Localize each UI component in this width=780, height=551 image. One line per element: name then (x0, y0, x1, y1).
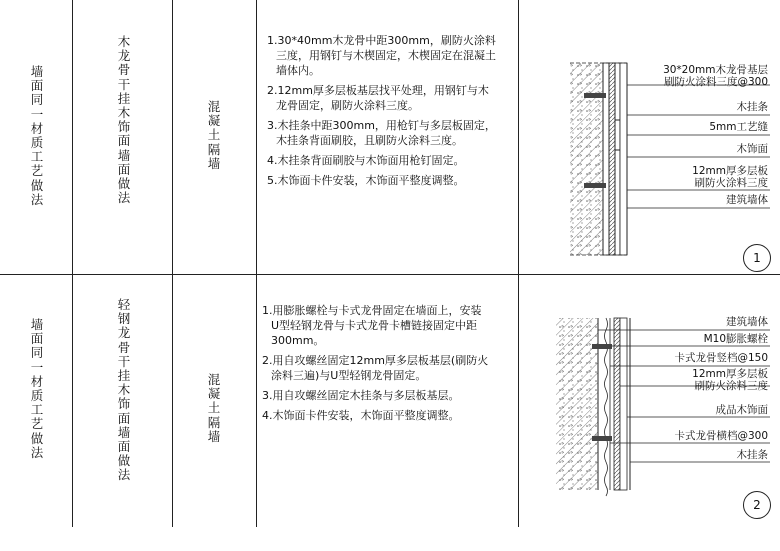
detail-1-label-wall: 建筑墙体 (726, 194, 768, 206)
detail-1-fastener-top (584, 93, 606, 98)
detail-1-label-plywood: 12mm厚多层板 刷防火涂料三度 (692, 165, 768, 189)
detail-2-plywood (614, 318, 620, 490)
detail-2-label-wall: 建筑墙体 (726, 316, 768, 328)
detail-1-label-gap: 5mm工艺缝 (709, 121, 768, 133)
row2-step-1: 1.用膨胀螺栓与卡式龙骨固定在墙面上，安装 U型轻钢龙骨与卡式龙骨卡槽链接固定中距 300mm。 (262, 304, 482, 347)
row2-step-4: 4.木饰面卡件安装，木饰面平整度调整。 (262, 409, 460, 422)
row1-step-4: 4.木挂条背面刷胶与木饰面用枪钉固定。 (267, 154, 465, 167)
detail-1-label-keel-base: 30*20mm木龙骨基层 刷防火涂料三度@300 (663, 64, 768, 88)
row2-method-text: 墙面同一材质工艺做法 (30, 317, 44, 460)
detail-1-veneer (620, 63, 627, 255)
detail-1-fastener-bottom (584, 183, 606, 188)
detail-2-veneer (620, 318, 627, 490)
detail-1-label-hanger-strip: 木挂条 (736, 101, 768, 113)
detail-2-label-plywood: 12mm厚多层板 刷防火涂料三度 (692, 368, 768, 392)
row1-step-1: 1.30*40mm木龙骨中距300mm，刷防火涂料 三度，用钢钉与木楔固定，木楔固定在混凝土 墙体内。 (267, 34, 496, 77)
detail-2-label-hanger-strip: 木挂条 (736, 449, 768, 461)
detail-2-wall-dots (556, 318, 598, 490)
detail-2-bolt-bottom (592, 436, 612, 441)
detail-1-label-veneer: 木饰面 (736, 143, 768, 155)
detail-2-bolt-top (592, 344, 612, 349)
detail-1-section (570, 63, 770, 255)
row2-name-text: 轻钢龙骨干挂木饰面墙面做法 (117, 297, 131, 483)
detail-2-label-horizontal-keel: 卡式龙骨横档@300 (674, 430, 768, 442)
detail-2-label-veneer: 成品木饰面 (715, 404, 768, 416)
row1-step-2: 2.12mm厚多层板基层找平处理，用钢钉与木 龙骨固定，刷防火涂料三度。 (267, 84, 489, 112)
detail-2-label-bolt: M10膨胀螺栓 (703, 333, 768, 345)
row2-step-2: 2.用自攻螺丝固定12mm厚多层板基层(刷防火 涂料三遍)与U型轻钢龙骨固定。 (262, 354, 489, 382)
detail-1-plywood (609, 63, 615, 255)
row1-method-text: 墙面同一材质工艺做法 (30, 64, 44, 207)
detail-1-keel (603, 63, 609, 255)
row1-step-3: 3.木挂条中距300mm，用枪钉与多层板固定， 木挂条背面刷胶，且刷防火涂料三度。 (267, 119, 496, 147)
row1-name-text: 木龙骨干挂木饰面墙面做法 (117, 34, 131, 206)
detail-1-number: 1 (743, 244, 771, 272)
detail-1-hanger-strip (615, 63, 620, 255)
row2-base-text: 混凝土隔墙 (207, 372, 221, 444)
detail-2-label-vertical-keel: 卡式龙骨竖档@150 (674, 352, 768, 364)
row2-step-3: 3.用自攻螺丝固定木挂条与多层板基层。 (262, 389, 460, 402)
detail-1-wall-dots (570, 63, 603, 255)
detail-2-number: 2 (743, 491, 771, 519)
row1-base-text: 混凝土隔墙 (207, 99, 221, 171)
row1-step-5: 5.木饰面卡件安装，木饰面平整度调整。 (267, 174, 465, 187)
